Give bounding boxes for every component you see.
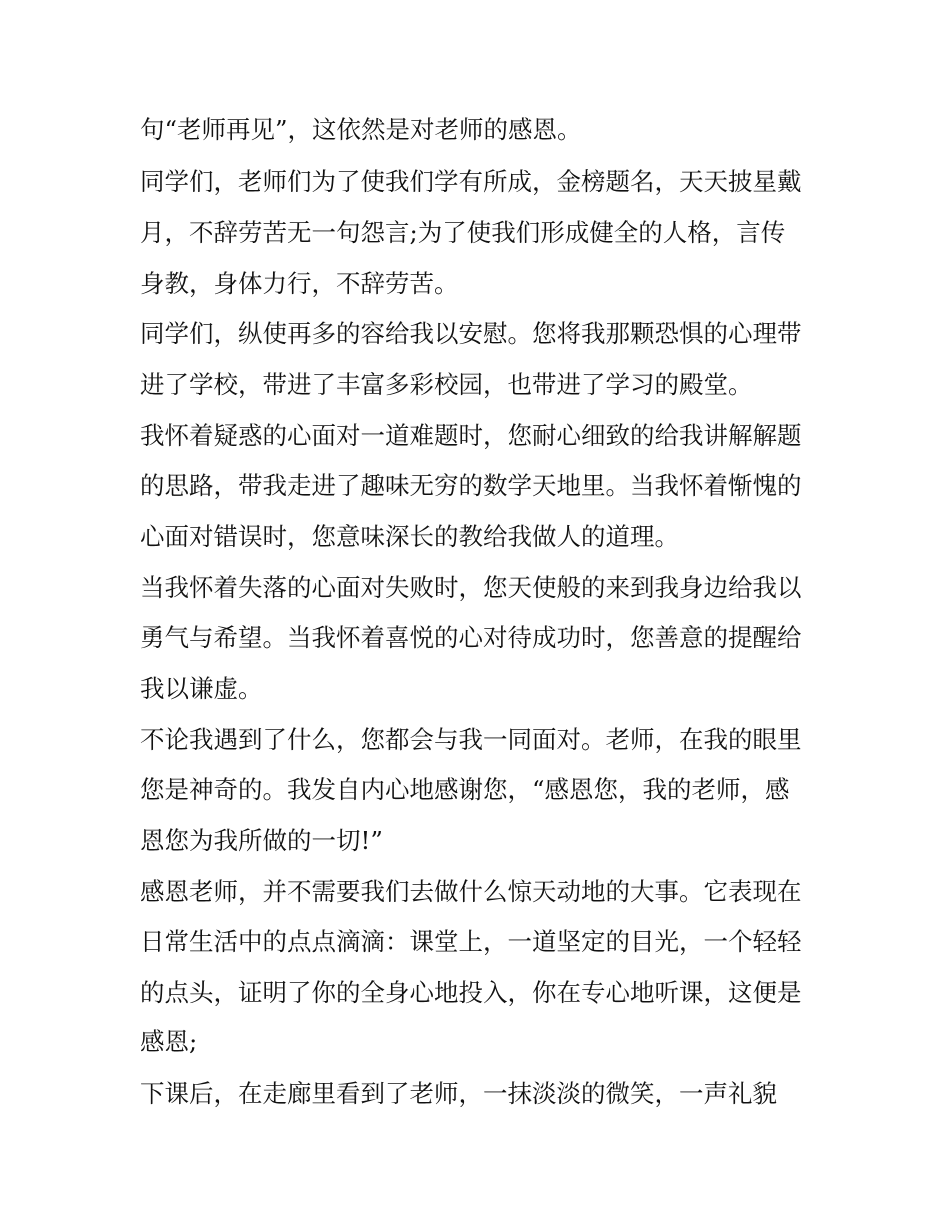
text-line: 下课后，在走廊里看到了老师，一抹淡淡的微笑，一声礼貌 [140,1079,777,1108]
text-line: 恩您为我所做的一切!” [140,826,383,855]
text-line: 感恩老师，并不需要我们去做什么惊天动地的大事。它表现在 [140,877,802,906]
text-line: 勇气与希望。当我怀着喜悦的心对待成功时，您善意的提醒给 [140,623,802,652]
text-line: 我以谦虚。 [140,674,263,703]
text-line: 我怀着疑惑的心面对一道难题时，您耐心细致的给我讲解解题 [140,421,802,450]
text-line: 身教，身体力行，不辞劳苦。 [140,269,459,298]
text-line: 同学们，纵使再多的容给我以安慰。您将我那颗恐惧的心理带 [140,319,802,348]
text-line: 同学们，老师们为了使我们学有所成，金榜题名，天天披星戴 [140,167,802,196]
text-line: 的点头，证明了你的全身心地投入，你在专心地听课，这便是 [140,978,802,1007]
text-line: 感恩; [140,1027,198,1056]
text-line: 日常生活中的点点滴滴：课堂上，一道坚定的目光，一个轻轻 [140,927,802,956]
text-line: 句“老师再见”，这依然是对老师的感恩。 [140,115,582,144]
text-line: 当我怀着失落的心面对失败时，您天使般的来到我身边给我以 [140,573,802,602]
text-line: 的思路，带我走进了趣味无穷的数学天地里。当我怀着惭愧的 [140,471,802,500]
text-line: 月，不辞劳苦无一句怨言;为了使我们形成健全的人格，言传 [140,218,786,247]
text-line: 进了学校，带进了丰富多彩校园，也带进了学习的殿堂。 [140,370,753,399]
text-line: 您是神奇的。我发自内心地感谢您，“感恩您，我的老师，感 [140,775,790,804]
text-line: 不论我遇到了什么，您都会与我一同面对。老师，在我的眼里 [140,725,802,754]
text-line: 心面对错误时，您意味深长的教给我做人的道理。 [140,522,679,551]
